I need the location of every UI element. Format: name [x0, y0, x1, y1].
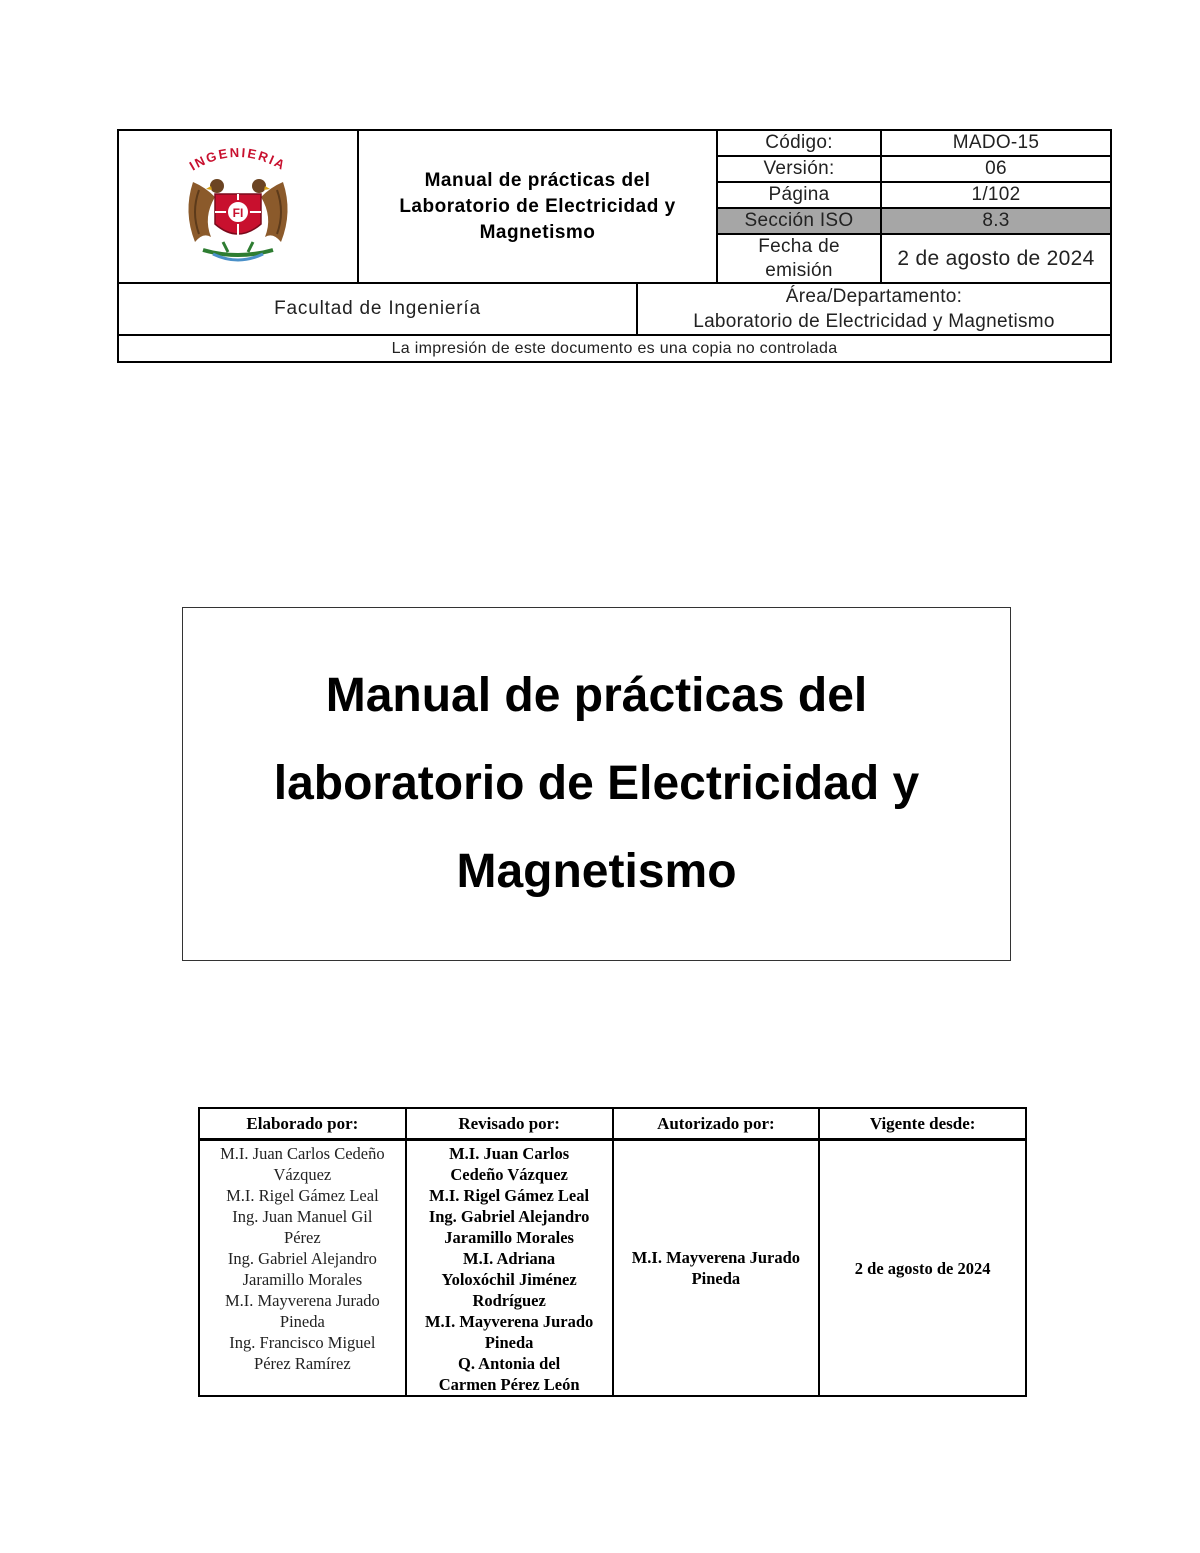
header-elaborado: Elaborado por:	[199, 1108, 406, 1140]
name-line: Q. Antonia del	[458, 1354, 561, 1373]
signatures-body-row	[199, 1140, 1026, 1397]
vigente-date: 2 de agosto de 2024	[819, 1140, 1026, 1397]
meta-row-pagina	[718, 183, 1110, 209]
signatures-table	[198, 1107, 1027, 1397]
name-line: M.I. Mayverena Jurado	[224, 1291, 380, 1310]
meta-value: 8.3	[882, 209, 1110, 233]
name-line: Pineda	[484, 1333, 534, 1352]
meta-row-seccion-iso	[718, 209, 1110, 235]
meta-label-fecha	[718, 235, 882, 282]
header-vigente: Vigente desde:	[819, 1108, 1026, 1140]
meta-label: Código:	[718, 131, 882, 155]
header-title-line-1: Manual de prácticas del	[424, 169, 651, 191]
name-line: Rodríguez	[472, 1291, 546, 1310]
main-title-box	[182, 607, 1011, 961]
name-line: Cedeño Vázquez	[450, 1165, 568, 1184]
header-middle-row	[117, 284, 1112, 336]
meta-value: 06	[985, 158, 1007, 179]
logo-cell	[119, 131, 359, 282]
header-revisado: Revisado por:	[406, 1108, 613, 1140]
autorizado-names	[613, 1140, 820, 1397]
fecha-label-line-2: emisión	[765, 259, 833, 281]
meta-row-version	[718, 157, 1110, 183]
name-line: M.I. Juan Carlos	[449, 1144, 570, 1163]
elaborado-names	[199, 1140, 406, 1397]
name-line: M.I. Juan Carlos Cedeño	[220, 1144, 385, 1163]
main-title-line-1: Manual de prácticas del	[325, 669, 868, 722]
svg-text:INGENIERIA: INGENIERIA	[186, 144, 290, 173]
header-meta	[718, 131, 1110, 282]
fecha-label-line-1: Fecha de	[758, 235, 840, 257]
name-line: M.I. Mayverena Jurado	[631, 1248, 801, 1267]
name-line: Ing. Gabriel Alejandro	[227, 1249, 377, 1268]
name-line: Jaramillo Morales	[444, 1228, 574, 1247]
name-line: Ing. Juan Manuel Gil	[232, 1207, 373, 1226]
name-line: Ing. Francisco Miguel	[229, 1333, 376, 1352]
name-line: Carmen Pérez León	[438, 1375, 580, 1394]
faculty-name: Facultad de Ingeniería	[119, 284, 638, 334]
svg-text:FI: FI	[232, 205, 244, 220]
meta-row-codigo	[718, 131, 1110, 157]
main-title-line-3: Magnetismo	[456, 845, 737, 898]
meta-value: 1/102	[971, 184, 1021, 205]
revisado-names	[406, 1140, 613, 1397]
header-title	[359, 131, 718, 282]
meta-label: Sección ISO	[718, 209, 882, 233]
header-top-row	[117, 129, 1112, 284]
name-line: Yoloxóchil Jiménez	[441, 1270, 577, 1289]
meta-value: MADO-15	[952, 132, 1040, 153]
meta-value-fecha: 2 de agosto de 2024	[897, 246, 1095, 270]
name-line: M.I. Rigel Gámez Leal	[226, 1186, 379, 1205]
name-line: Vázquez	[273, 1165, 332, 1184]
uncontrolled-copy-notice: La impresión de este documento es una copia no controlada	[117, 336, 1112, 363]
name-line: Jaramillo Morales	[242, 1270, 363, 1289]
meta-row-fecha-emision	[718, 235, 1110, 282]
header-autorizado: Autorizado por:	[613, 1108, 820, 1140]
meta-label: Página	[718, 183, 882, 207]
header-title-line-3: Magnetismo	[479, 221, 596, 243]
meta-label: Versión:	[718, 157, 882, 181]
area-department	[638, 284, 1110, 334]
header-title-line-2: Laboratorio de Electricidad y	[399, 195, 676, 217]
signatures-header-row	[199, 1108, 1026, 1140]
name-line: Ing. Gabriel Alejandro	[428, 1207, 590, 1226]
name-line: Pérez Ramírez	[254, 1354, 351, 1373]
ingenieria-eagle-logo	[173, 142, 303, 272]
name-line: Pérez	[284, 1228, 321, 1247]
name-line: Pineda	[691, 1269, 741, 1288]
area-value: Laboratorio de Electricidad y Magnetismo	[693, 311, 1055, 332]
name-line: M.I. Adriana	[463, 1249, 556, 1268]
name-line: M.I. Mayverena Jurado	[424, 1312, 594, 1331]
name-line: M.I. Rigel Gámez Leal	[429, 1186, 590, 1205]
main-title-line-2: laboratorio de Electricidad y	[273, 757, 920, 810]
area-label: Área/Departamento:	[785, 286, 963, 307]
document-header	[117, 129, 1112, 363]
name-line: Pineda	[279, 1312, 325, 1331]
